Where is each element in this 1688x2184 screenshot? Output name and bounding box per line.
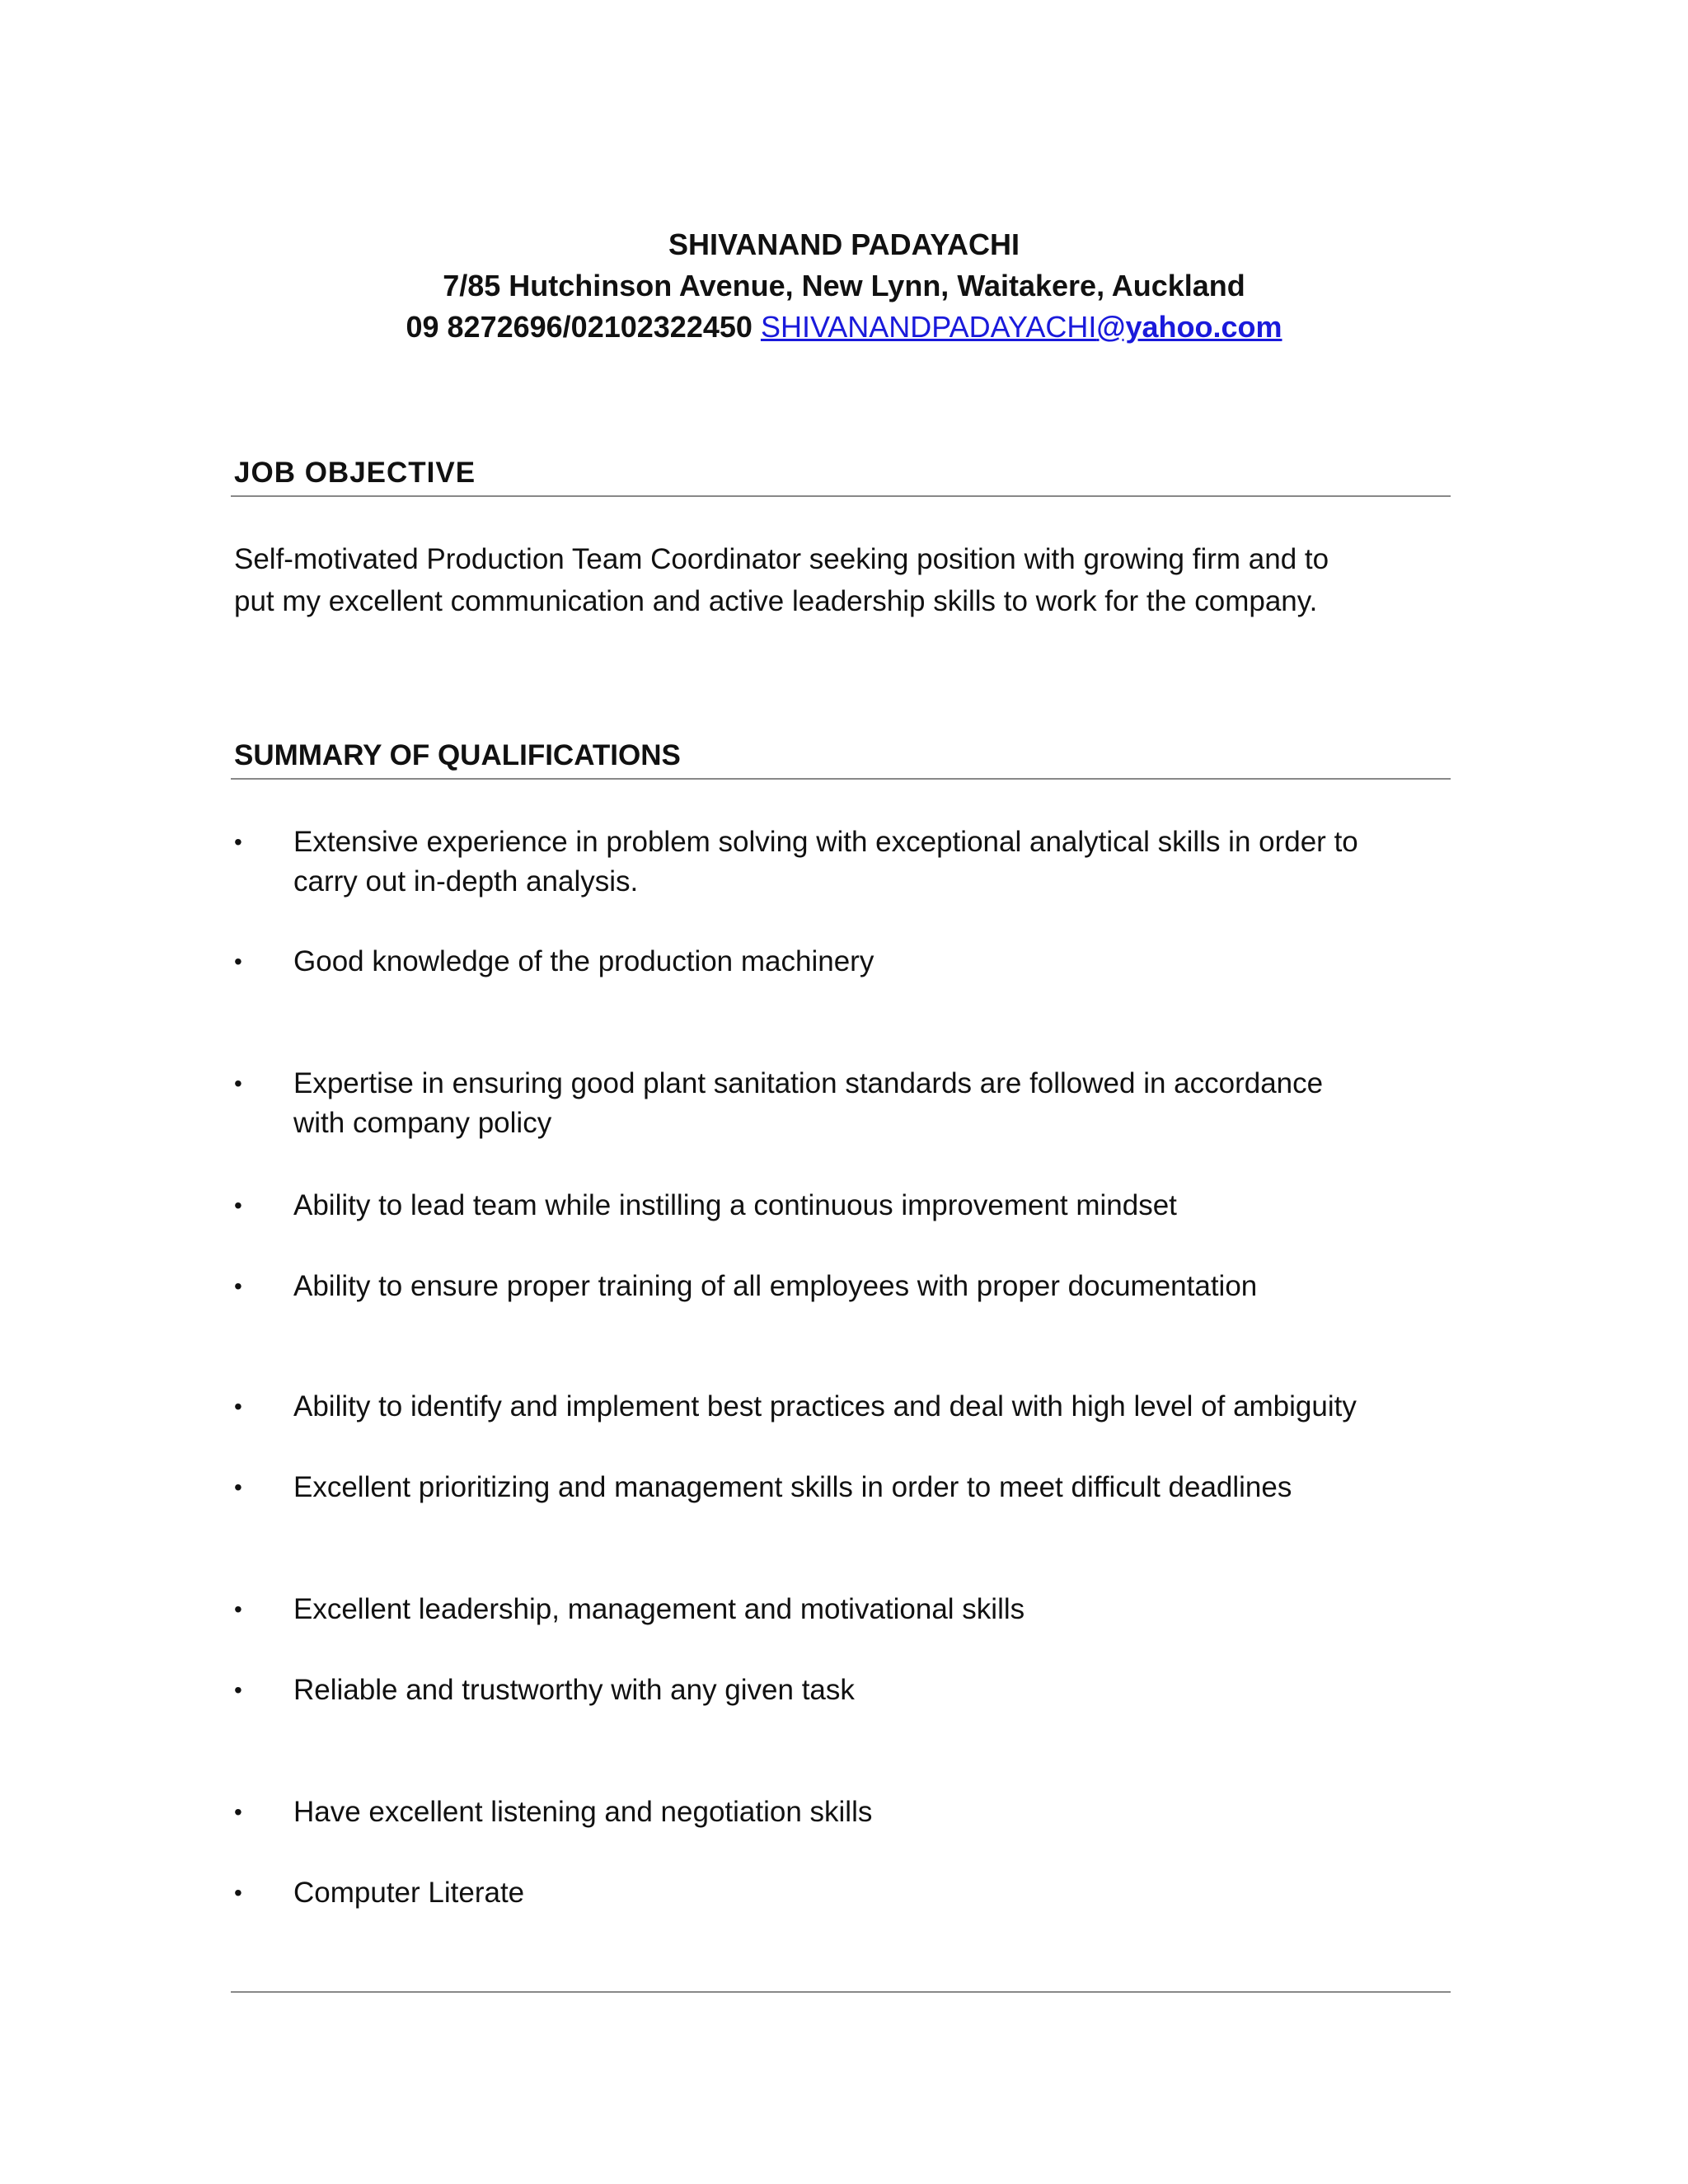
- candidate-address: 7/85 Hutchinson Avenue, New Lynn, Waitakere, Auckland: [443, 269, 1245, 302]
- qualification-line: Good knowledge of the production machinery: [293, 945, 874, 977]
- job-objective-text: [234, 538, 1446, 622]
- qualification-line: Excellent prioritizing and management skills in order to meet difficult deadlines: [293, 1471, 1292, 1503]
- qualification-line: Expertise in ensuring good plant sanitation standards are followed in accordance: [293, 1067, 1324, 1099]
- bullet-icon: •: [234, 1596, 242, 1622]
- job-objective-rule: [231, 495, 1451, 497]
- qualifications-heading: SUMMARY OF QUALIFICATIONS: [234, 739, 681, 771]
- contact-line: [0, 307, 1688, 348]
- candidate-phone: 09 8272696/02102322450: [406, 310, 753, 344]
- qualification-line: Reliable and trustworthy with any given task: [293, 1674, 855, 1706]
- footer-rule: [231, 1991, 1451, 1993]
- bullet-icon: •: [234, 1474, 242, 1500]
- resume-header: [0, 224, 1688, 348]
- bullet-icon: •: [234, 1193, 242, 1218]
- candidate-email-link[interactable]: [761, 310, 1282, 344]
- qualification-line: Excellent leadership, management and motivational skills: [293, 1593, 1025, 1625]
- job-objective-line-1: Self-motivated Production Team Coordinator seeking position with growing firm and to: [234, 543, 1329, 575]
- bullet-icon: •: [234, 1799, 242, 1825]
- bullet-icon: •: [234, 1677, 242, 1703]
- bullet-icon: •: [234, 1394, 242, 1419]
- bullet-icon: •: [234, 1071, 242, 1096]
- qualification-line: with company policy: [293, 1107, 552, 1139]
- candidate-name: SHIVANAND PADAYACHI: [668, 227, 1020, 261]
- email-domain: @yahoo.com: [1096, 310, 1282, 344]
- bullet-icon: •: [234, 1880, 242, 1905]
- qualification-line: carry out in-depth analysis.: [293, 865, 639, 898]
- qualification-line: Ability to ensure proper training of all employees with proper documentation: [293, 1270, 1258, 1302]
- bullet-icon: •: [234, 1273, 242, 1299]
- bullet-icon: •: [234, 829, 242, 855]
- job-objective-heading: JOB OBJECTIVE: [234, 457, 476, 489]
- email-user: SHIVANANDPADAYACHI: [760, 310, 1097, 344]
- qualification-line: Have excellent listening and negotiation skills: [293, 1796, 873, 1828]
- qualification-line: Computer Literate: [293, 1877, 525, 1909]
- qualification-line: Extensive experience in problem solving with exceptional analytical skills in order to: [293, 826, 1358, 858]
- qualification-line: Ability to lead team while instilling a continuous improvement mindset: [293, 1189, 1177, 1221]
- job-objective-line-2: put my excellent communication and active leadership skills to work for the company.: [234, 585, 1318, 617]
- qualifications-rule: [231, 778, 1451, 780]
- bullet-icon: •: [234, 949, 242, 974]
- qualification-line: Ability to identify and implement best practices and deal with high level of ambiguity: [293, 1390, 1357, 1422]
